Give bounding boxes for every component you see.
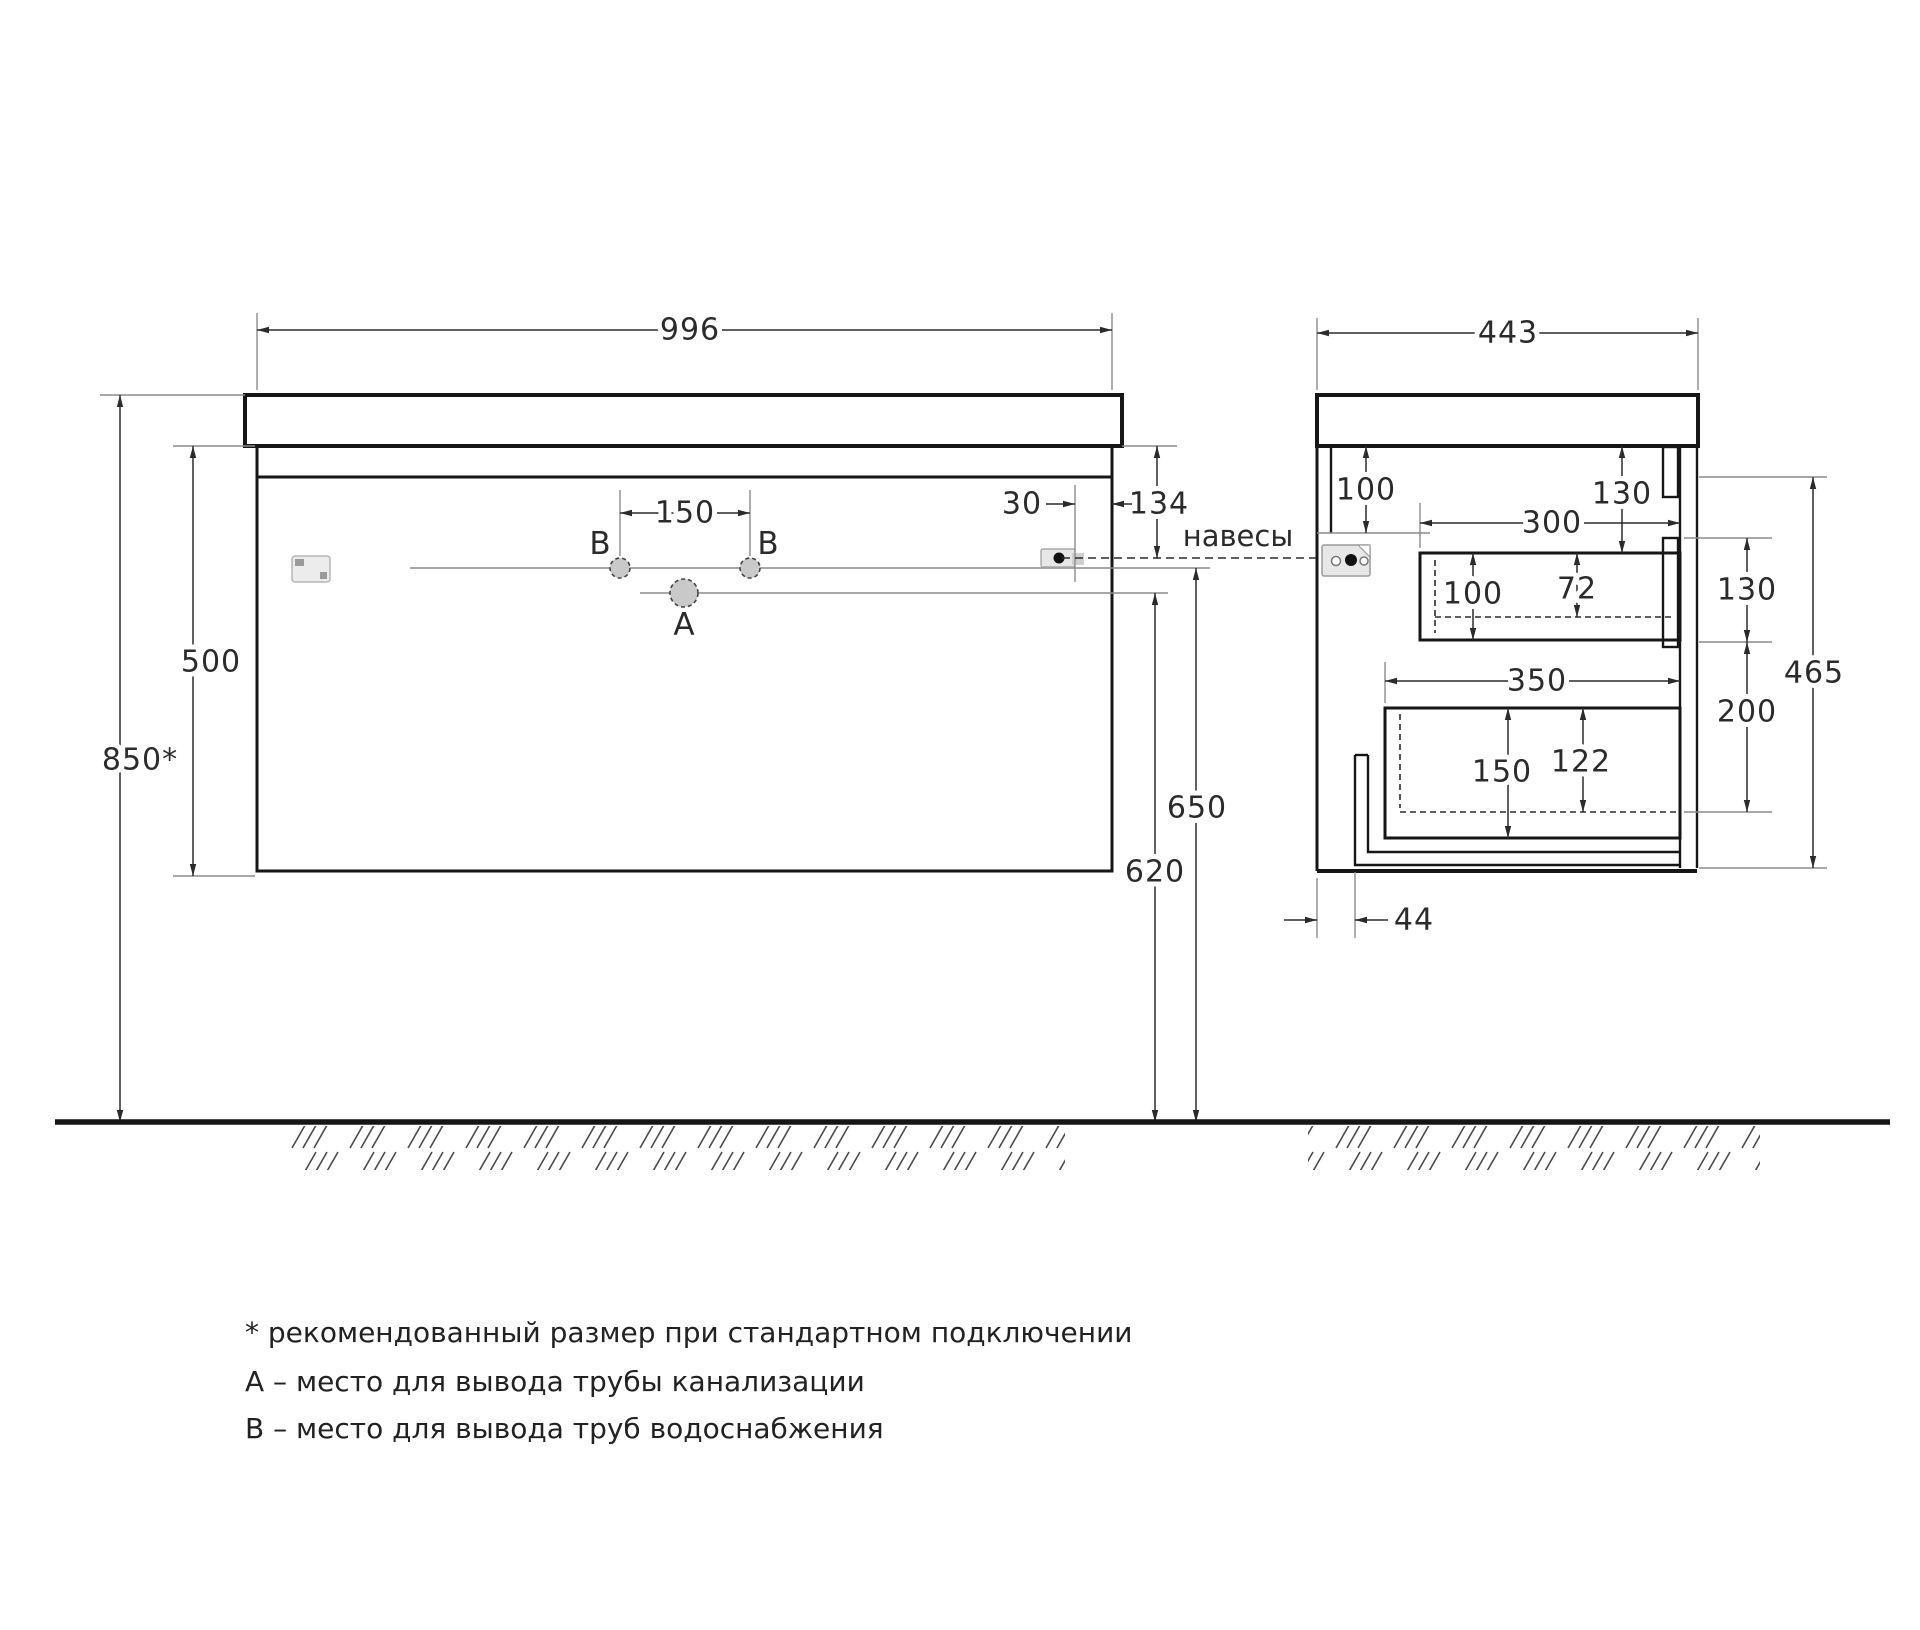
ground-hatching-right [1308, 1126, 1760, 1170]
bracket-side-icon [1322, 545, 1370, 576]
note-hole-a-meaning: А – место для вывода трубы канализации [245, 1365, 865, 1398]
dim-faucet-holes-spacing: 150 [654, 495, 716, 531]
dim-lower-drawer-depth: 350 [1506, 663, 1568, 699]
note-hole-b-meaning: В – место для вывода труб водоснабжения [245, 1412, 884, 1445]
label-hole-b-right: B [757, 526, 779, 562]
front-view [100, 313, 1330, 1123]
dim-drain-outlet-height: 620 [1124, 854, 1186, 890]
dim-lower-drawer-height: 150 [1471, 754, 1533, 790]
dim-overall-depth: 443 [1477, 315, 1539, 351]
dim-bracket-drop: 134 [1128, 486, 1190, 522]
label-hole-b-left: B [589, 526, 611, 562]
dim-countertop-to-drawer-gap: 130 [1591, 476, 1653, 512]
dim-mount-height: 850* [101, 742, 179, 778]
hanging-rail [1663, 447, 1678, 497]
dim-back-rail-height: 130 [1716, 572, 1778, 608]
side-view [1284, 316, 1844, 939]
hole-a [670, 579, 698, 607]
dim-lower-drawer-inner-height: 122 [1550, 744, 1612, 780]
dim-overall-width: 996 [659, 312, 721, 348]
dim-top-back-clearance: 100 [1335, 472, 1397, 508]
lower-drawer [1385, 708, 1680, 838]
dim-upper-drawer-inner-height: 72 [1556, 571, 1598, 607]
side-countertop [1317, 395, 1698, 446]
ground-hatching-left [285, 1126, 1065, 1170]
notes [245, 1316, 1132, 1445]
dim-body-height: 465 [1783, 655, 1845, 691]
front-countertop [245, 395, 1122, 446]
hole-b-left [610, 558, 630, 578]
dim-lower-section-height: 200 [1716, 694, 1778, 730]
ground [55, 1122, 1890, 1170]
dim-cabinet-height: 500 [180, 644, 242, 680]
vent-icon [292, 556, 330, 582]
label-hole-a: A [673, 607, 695, 643]
dim-upper-drawer-height: 100 [1442, 576, 1504, 612]
note-recommended-size: * рекомендованный размер при стандартном подключении [245, 1316, 1133, 1349]
dim-bottom-front-recess: 44 [1393, 902, 1435, 938]
label-brackets: навесы [1182, 519, 1294, 553]
dim-water-outlet-height: 650 [1166, 790, 1228, 826]
dim-bracket-side-offset: 30 [1001, 486, 1043, 522]
dim-upper-drawer-depth: 300 [1521, 505, 1583, 541]
